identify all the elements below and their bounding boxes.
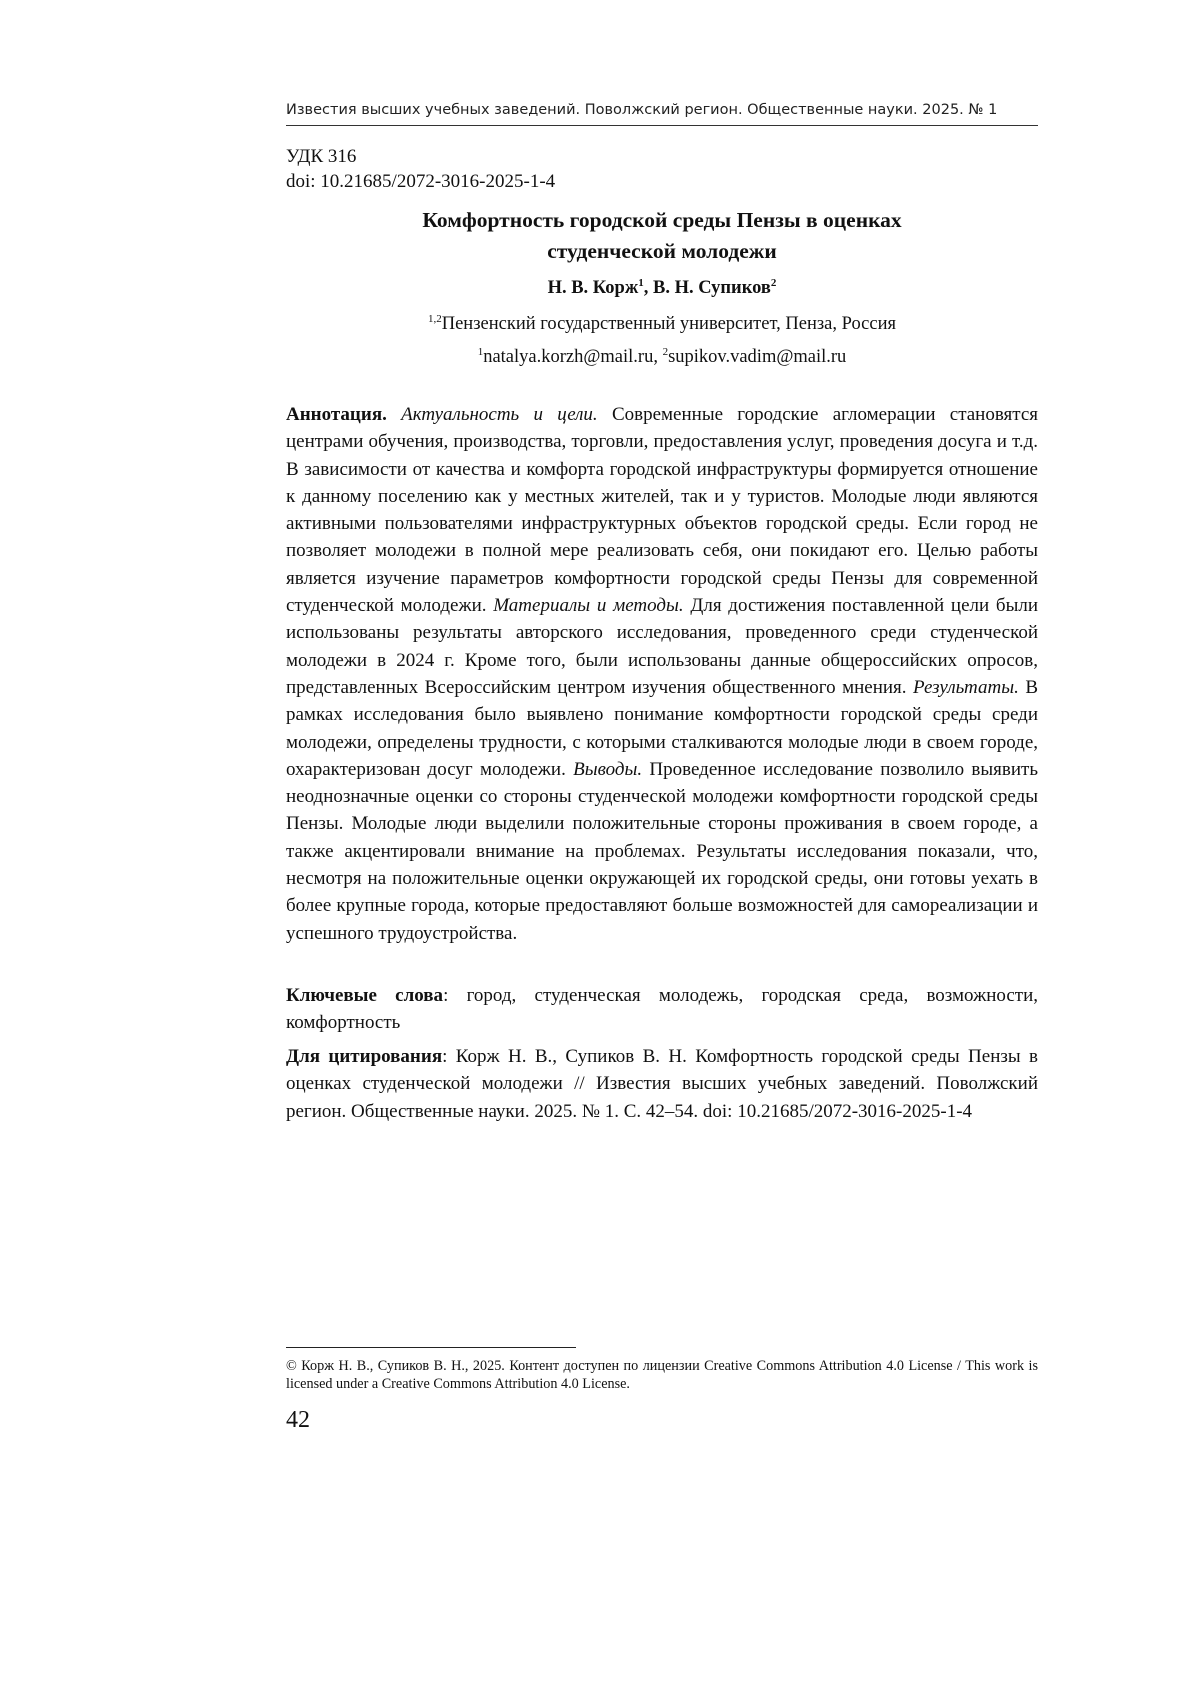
author-separator: , [643, 278, 654, 298]
abstract-label: Аннотация. [286, 404, 387, 425]
email-1[interactable]: natalya.korzh@mail.ru [483, 347, 654, 367]
udc-code: УДК 316 [286, 146, 357, 167]
doi: doi: 10.21685/2072-3016-2025-1-4 [286, 171, 556, 192]
author-2-sup: 2 [770, 277, 777, 289]
running-header: Известия высших учебных заведений. Поволжский регион. Общественные науки. 2025. № 1 [286, 102, 998, 118]
email-1-sup: 1 [477, 346, 484, 358]
keywords [286, 982, 1038, 1037]
abstract-heading-results: Результаты. [913, 676, 1019, 698]
email-separator: , [653, 347, 663, 367]
authors [286, 278, 1038, 299]
affiliation-sup: 1,2 [427, 313, 442, 325]
article-meta [286, 144, 555, 194]
affiliation [286, 314, 1038, 335]
author-1: Н. В. Корж [547, 278, 639, 298]
article-title [286, 205, 1038, 267]
footnote-divider [286, 1347, 576, 1348]
author-2: В. Н. Супиков [653, 278, 771, 298]
keywords-text: : город, студенческая молодежь, городская среда, возможности, комфортность [286, 985, 1039, 1034]
abstract-heading-relevance: Актуальность и цели. [401, 404, 598, 425]
abstract-conclusions: Проведенное исследование позволило выявить неоднозначные оценки со стороны студенческой молодежи комфортности городской среды Пензы. Молодые люди выделили положительные стороны проживания в своем городе, а также акцентировали внимание на проблемах. Результаты исследования показали, что, несмотря на положительные оценки окружающей их городской среды, они готовы уехать в более крупные города, которые предоставляют больше возможностей для самореализации и успешного трудоустройства. [286, 758, 1038, 944]
citation-label: Для цитирования [286, 1046, 443, 1067]
title-line-1: Комфортность городской среды Пензы в оценках [422, 208, 902, 232]
email-2-sup: 2 [662, 346, 669, 358]
abstract-relevance: Современные городские агломерации становятся центрами обучения, производства, торговли, предоставления услуг, проведения досуга и т.д. В зависимости от качества и комфорта городской инфраструктуры формируется отношение к данному поселению как у местных жителей, так и у туристов. Молодые люди являются активными пользователями инфраструктурных объектов городской среды. Если город не позволяет молодежи в полной мере реализовать себя, они покидают его. Целью работы является изучение параметров комфортности городской среды Пензы для современной студенческой молодежи. [286, 404, 1039, 617]
author-emails [286, 347, 1038, 368]
citation [286, 1043, 1038, 1125]
abstract [286, 401, 1038, 947]
citation-text: : Корж Н. В., Супиков В. Н. Комфортность городской среды Пензы в оценках студенческой молодежи // Известия высших учебных заведений. Поволжский регион. Общественные науки. 2025. № 1. С. 42–54. doi: 10.21685/2072-3016-2025-1-4 [286, 1046, 1038, 1122]
header-divider [286, 125, 1038, 126]
abstract-heading-methods: Материалы и методы. [493, 595, 684, 617]
title-line-2: студенческой молодежи [547, 239, 777, 263]
email-2[interactable]: supikov.vadim@mail.ru [668, 347, 847, 367]
abstract-methods: Для достижения поставленной цели были использованы результаты авторского исследования, проведенного среди студенческой молодежи в 2024 г. Кроме того, были использованы данные общероссийских опросов, представленных Всероссийским центром изучения общественного мнения. [286, 595, 1038, 698]
abstract-heading-conclusions: Выводы. [573, 758, 643, 780]
affiliation-text: Пензенский государственный университет, Пенза, Россия [441, 314, 897, 334]
author-1-sup: 1 [638, 277, 644, 289]
page-number: 42 [286, 1407, 310, 1433]
license-footnote: © Корж Н. В., Супиков В. Н., 2025. Контент доступен по лицензии Creative Commons Attribution 4.0 License / This work is licensed under a Creative Commons Attribution 4.0 License. [286, 1358, 1038, 1392]
abstract-results: В рамках исследования было выявлено понимание комфортности городской среды среди молодежи, определены трудности, с которыми сталкиваются молодые люди в своем городе, охарактеризован досуг молодежи. [286, 676, 1039, 780]
keywords-label: Ключевые слова [286, 985, 444, 1006]
